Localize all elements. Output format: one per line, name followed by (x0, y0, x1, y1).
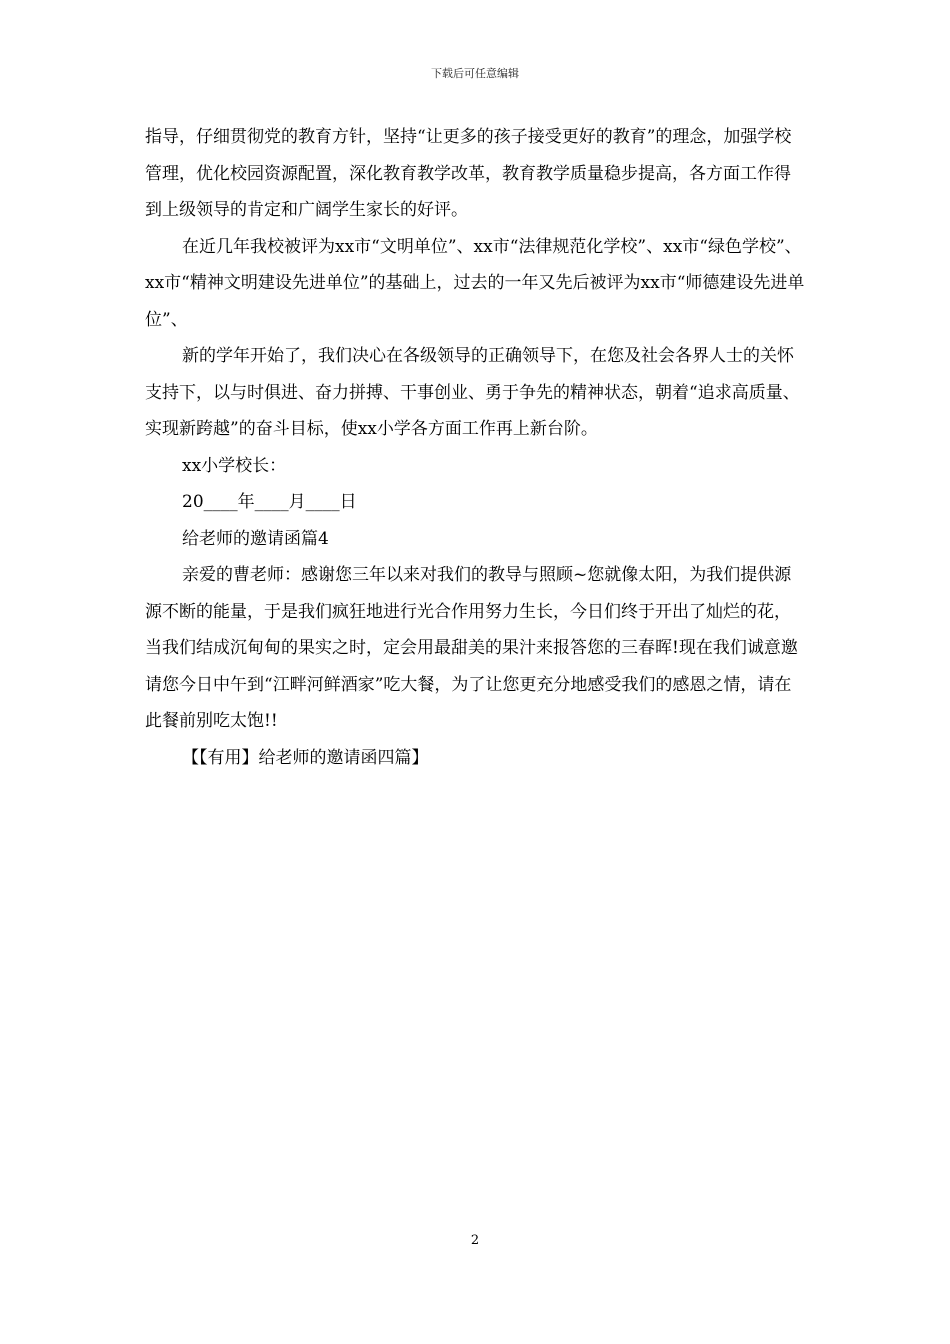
paragraph-honors: 在近几年我校被评为xx市“文明单位”、xx市“法律规范化学校”、xx市“绿色学校”、xx市“精神文明建设先进单位”的基础上，过去的一年又先后被评为xx市“师德建设先进单位”、 (145, 236, 805, 330)
paragraph-continuation: 指导，仔细贯彻党的教育方针，坚持“让更多的孩子接受更好的教育”的理念，加强学校管理，优化校园资源配置，深化教育教学改革，教育教学质量稳步提高，各方面工作得到上级领导的肯定和广阔学生家长的好评。 (145, 127, 792, 220)
paragraph-new-year: 新的学年开始了，我们决心在各级领导的正确领导下，在您及社会各界人士的关怀支持下，以与时俱进、奋力拼搏、干事创业、勇于争先的精神状态，朝着“追求高质量、实现新跨越”的奋斗目标，使xx小学各方面工作再上新台阶。 (145, 346, 800, 439)
paragraph-invitation: 亲爱的曹老师：感谢您三年以来对我们的教导与照顾~您就像太阳，为我们提供源源不断的能量，于是我们疯狂地进行光合作用努力生长，今日们终于开出了灿烂的花，当我们结成沉甸甸的果实之时，定会用最甜美的果汁来报答您的三春晖!现在我们诚意邀请您今日中午到“江畔河鲜酒家”吃大餐，为了让您更充分地感受我们的感恩之情，请在此餐前别吃太饱!! (145, 565, 798, 731)
section-heading: 给老师的邀请函篇4 (182, 528, 329, 549)
page-header: 下载后可任意编辑 (431, 67, 519, 80)
signature-principal: xx小学校长： (182, 455, 287, 476)
signature-date: 20____年____月____日 (182, 492, 357, 512)
page-number: 2 (470, 1233, 480, 1248)
document-body (145, 119, 805, 776)
document-title-bracket: 【【有用】给老师的邀请函四篇】 (182, 747, 429, 768)
